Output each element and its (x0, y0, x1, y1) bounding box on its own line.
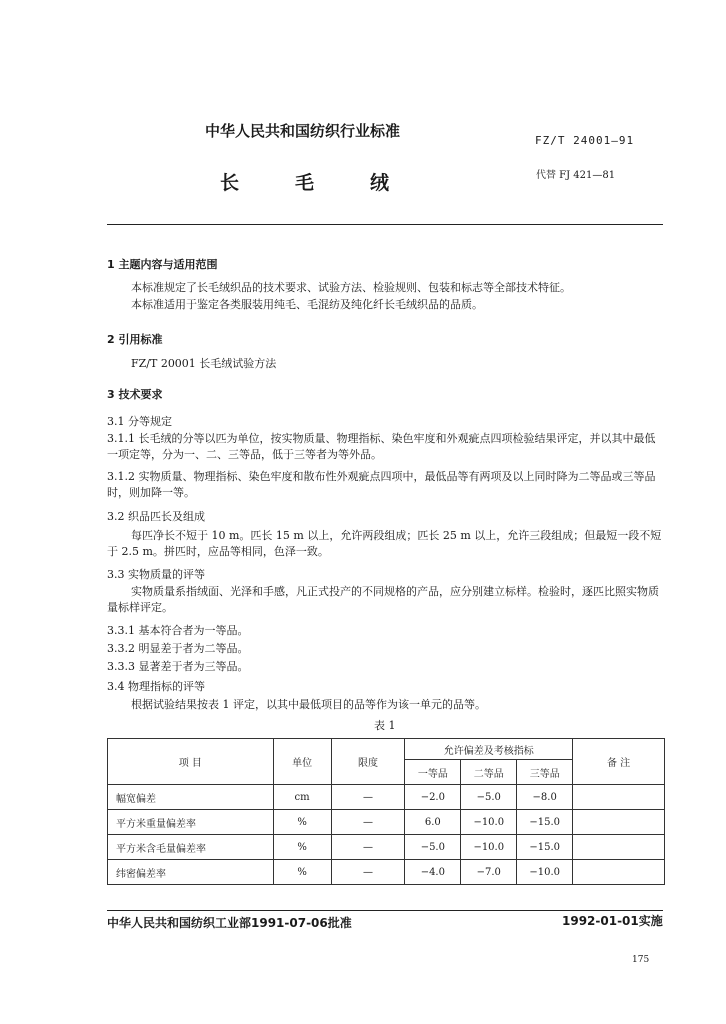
cell-item: 平方米重量偏差率 (108, 810, 274, 835)
title-char-2: 毛 (295, 172, 315, 194)
cell-unit: % (273, 810, 331, 835)
clause-3-4-paragraph: 根据试验结果按表 1 评定，以其中最低项目的品等作为该一单元的品等。 (131, 698, 486, 711)
cell-grade-3: −15.0 (517, 835, 573, 860)
implementation-date: 1992-01-01实施 (562, 914, 663, 928)
header-limit: 限度 (331, 739, 405, 785)
document-title (220, 168, 389, 195)
cell-item: 幅宽偏差 (108, 785, 274, 810)
cell-grade-2: −10.0 (461, 810, 517, 835)
clause-3-1-2: 3.1.2 实物质量、物理指标、染色牢度和散布性外观疵点四项中，最低品等有两项及以上同时降为二等品或三等品时，则加降一等。 (107, 470, 656, 499)
clause-3-2: 3.2 织品匹长及组成 (107, 510, 205, 523)
page-number: 175 (632, 955, 650, 965)
section-3-heading: 3 技术要求 (107, 388, 163, 401)
clause-3-3-3: 3.3.3 显著差于者为三等品。 (107, 660, 249, 673)
cell-grade-2: −10.0 (461, 835, 517, 860)
cell-remark (573, 785, 665, 810)
table-header-row (108, 739, 665, 760)
table-row (108, 810, 665, 835)
section-1-paragraph-2: 本标准适用于鉴定各类服装用纯毛、毛混纺及纯化纤长毛绒织品的品质。 (131, 298, 483, 311)
cell-unit: % (273, 835, 331, 860)
replaces-standard: 代替 FJ 421—81 (536, 170, 616, 181)
table-1-caption: 表 1 (374, 719, 396, 732)
cell-grade-3: −15.0 (517, 810, 573, 835)
cell-grade-2: −5.0 (461, 785, 517, 810)
header-item: 项 目 (108, 739, 274, 785)
cell-grade-3: −8.0 (517, 785, 573, 810)
cell-remark (573, 810, 665, 835)
approval-statement: 中华人民共和国纺织工业部1991-07-06批准 (107, 916, 352, 930)
cell-limit: — (331, 785, 405, 810)
table-row (108, 835, 665, 860)
clause-3-4: 3.4 物理指标的评等 (107, 680, 205, 693)
section-1-paragraph-1: 本标准规定了长毛绒织品的技术要求、试验方法、检验规则、包装和标志等全部技术特征。 (131, 281, 571, 294)
table-row (108, 860, 665, 885)
header-remark: 备 注 (573, 739, 665, 785)
clause-3-1-1: 3.1.1 长毛绒的分等以匹为单位，按实物质量、物理指标、染色牢度和外观疵点四项检验结果评定，并以其中最低一项定等，分为一、二、三等品，低于三等者为等外品。 (107, 432, 656, 461)
header-grade-3: 三等品 (517, 760, 573, 785)
clause-3-1: 3.1 分等规定 (107, 415, 172, 428)
cell-limit: — (331, 860, 405, 885)
footer-divider (107, 910, 663, 911)
table-row (108, 785, 665, 810)
cell-grade-1: 6.0 (405, 810, 461, 835)
cell-unit: % (273, 860, 331, 885)
header-divider (107, 224, 663, 225)
title-char-3: 绒 (370, 172, 390, 194)
header-grade-2: 二等品 (461, 760, 517, 785)
cell-remark (573, 835, 665, 860)
clause-3-3-2: 3.3.2 明显差于者为二等品。 (107, 642, 249, 655)
table-1 (107, 738, 665, 885)
header-grade-1: 一等品 (405, 760, 461, 785)
cell-item: 平方米含毛量偏差率 (108, 835, 274, 860)
referenced-standard: FZ/T 20001 长毛绒试验方法 (131, 357, 277, 370)
section-2-heading: 2 引用标准 (107, 333, 163, 346)
clause-3-2-paragraph: 每匹净长不短于 10 m。匹长 15 m 以上，允许两段组成；匹长 25 m 以上，允许三段组成；但最短一段不短于 2.5 m。拼匹时，应品等相同，色泽一致。 (107, 529, 662, 558)
section-1-heading: 1 主题内容与适用范围 (107, 258, 218, 271)
cell-unit: cm (273, 785, 331, 810)
cell-item: 纬密偏差率 (108, 860, 274, 885)
header-tolerance: 允许偏差及考核指标 (405, 739, 573, 760)
cell-grade-2: −7.0 (461, 860, 517, 885)
cell-grade-1: −2.0 (405, 785, 461, 810)
cell-remark (573, 860, 665, 885)
cell-limit: — (331, 810, 405, 835)
clause-3-3: 3.3 实物质量的评等 (107, 568, 205, 581)
issuing-organization: 中华人民共和国纺织行业标准 (205, 122, 401, 140)
header-unit: 单位 (273, 739, 331, 785)
title-char-1: 长 (220, 172, 240, 194)
clause-3-3-1: 3.3.1 基本符合者为一等品。 (107, 624, 249, 637)
cell-grade-1: −4.0 (405, 860, 461, 885)
cell-limit: — (331, 835, 405, 860)
cell-grade-3: −10.0 (517, 860, 573, 885)
cell-grade-1: −5.0 (405, 835, 461, 860)
standard-code: FZ/T 24001—91 (535, 134, 635, 147)
clause-3-3-paragraph: 实物质量系指绒面、光泽和手感，凡正式投产的不同规格的产品，应分别建立标样。检验时，逐匹比照实物质量标样评定。 (107, 585, 659, 614)
